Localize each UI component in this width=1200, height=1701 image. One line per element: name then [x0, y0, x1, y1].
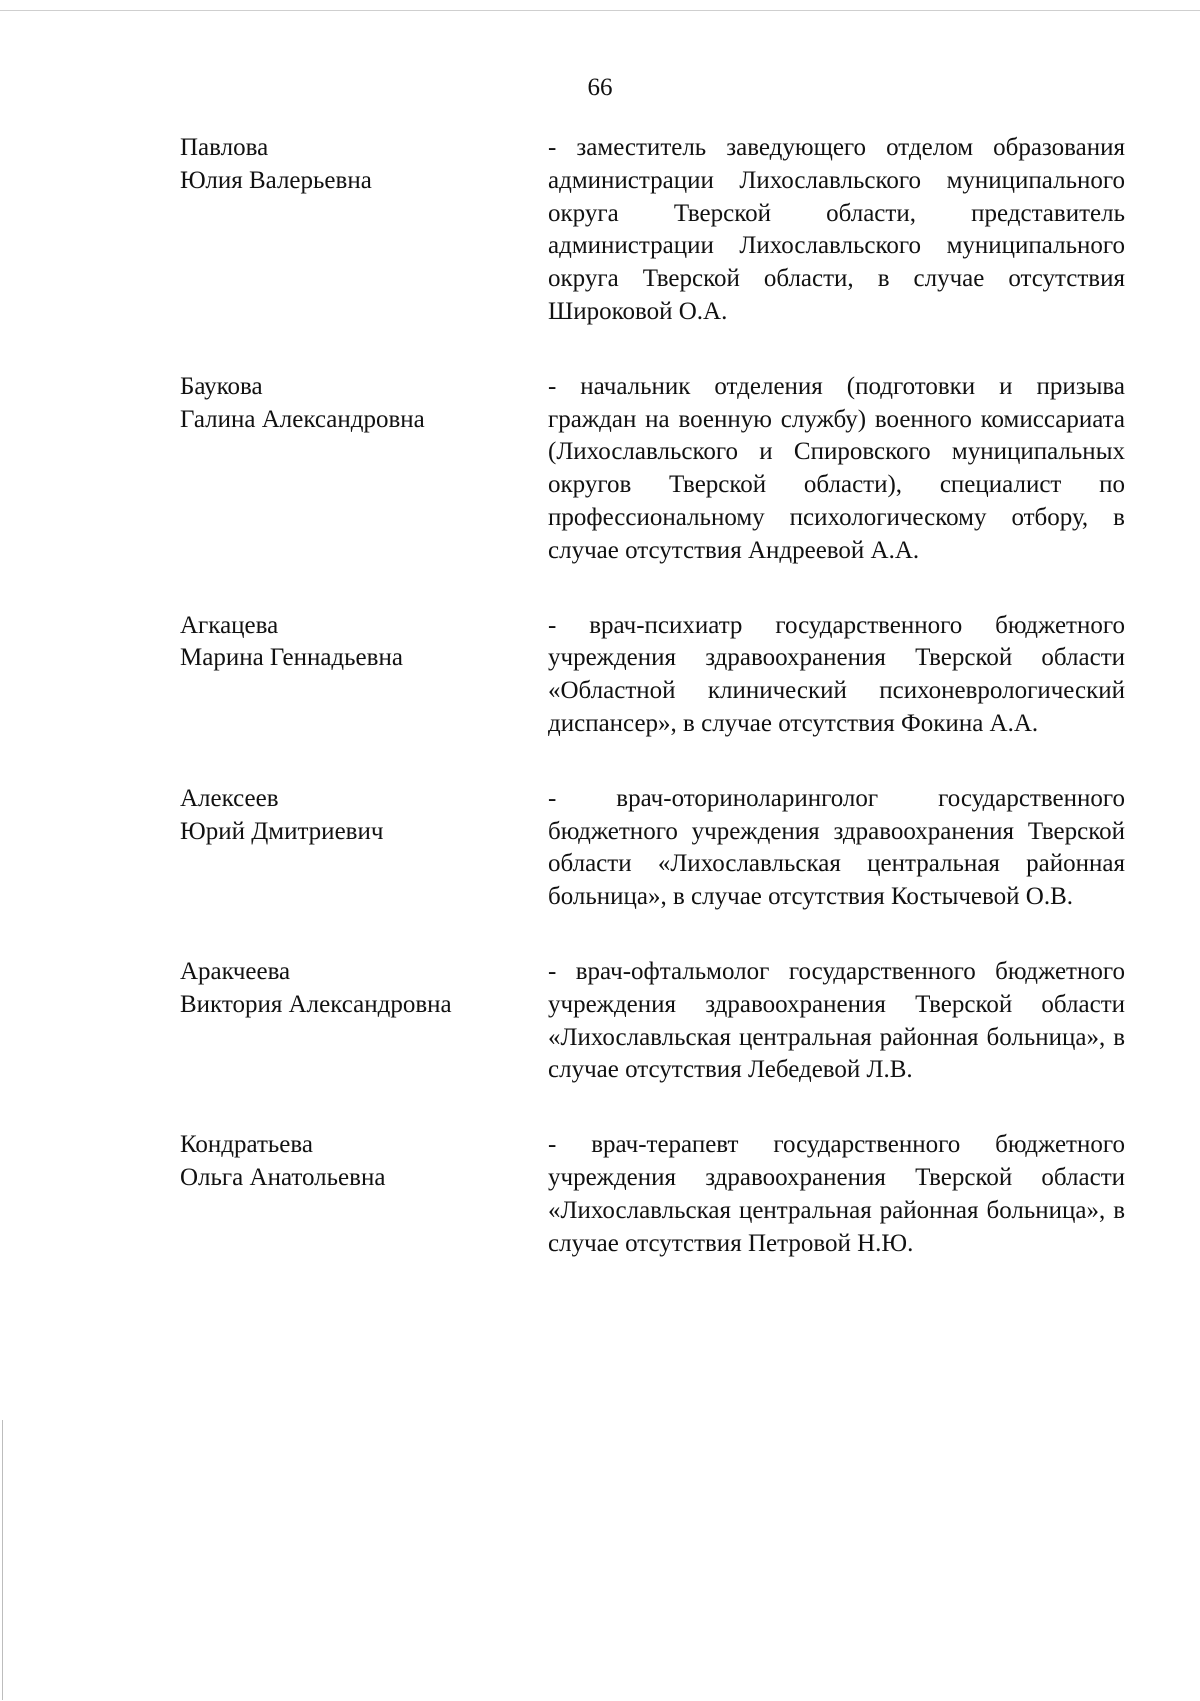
list-item — [180, 956, 1125, 1087]
person-role: - врач-психиатр государственного бюджетного учреждения здравоохранения Тверской области «Областной клинический психоневрологический диспансер», в случае отсутствия Фокина А.А. — [548, 611, 1125, 737]
list-item — [180, 1129, 1125, 1260]
person-given-names: Юлия Валерьевна — [180, 166, 372, 194]
list-item — [180, 132, 1125, 329]
person-given-names: Галина Александровна — [180, 405, 425, 433]
person-name — [180, 956, 548, 1087]
scan-top-edge — [0, 10, 1200, 11]
person-name — [180, 610, 548, 741]
person-given-names: Юрий Дмитриевич — [180, 817, 384, 845]
person-given-names: Ольга Анатольевна — [180, 1163, 386, 1191]
person-surname: Павлова — [180, 134, 269, 161]
person-name — [180, 371, 548, 568]
person-role: - врач-терапевт государственного бюджетного учреждения здравоохранения Тверской области «Лихославльская центральная районная больница», в случае отсутствия Петровой Н.Ю. — [548, 1131, 1125, 1257]
list-item — [180, 371, 1125, 568]
person-role: - врач-офтальмолог государственного бюджетного учреждения здравоохранения Тверской области «Лихославльская центральная районная больница», в случае отсутствия Лебедевой Л.В. — [548, 957, 1125, 1084]
person-surname: Агкацева — [180, 611, 279, 639]
list-item — [180, 783, 1125, 914]
person-surname: Баукова — [180, 372, 263, 400]
person-role: - начальник отделения (подготовки и призыва граждан на военную службу) военного комиссариата (Лихославльского и Спировского муниципальных округов Тверской области), специалист по профессиональному психологическому отбору, в случае отсутствия Андреевой А.А. — [548, 372, 1125, 564]
person-name — [180, 783, 548, 914]
scan-left-edge — [2, 1420, 3, 1700]
person-role: - заместитель заведующего отделом образования администрации Лихославльского муниципального округа Тверской области, представитель администрации Лихославльского муниципального округа Тверской области, в случае отсутствия Широковой О.А. — [548, 134, 1125, 325]
members-list — [180, 132, 1125, 1302]
person-surname: Кондратьева — [180, 1131, 313, 1159]
person-role: - врач-оториноларинголог государственного бюджетного учреждения здравоохранения Тверской области «Лихославльская центральная районная больница», в случае отсутствия Костычевой О.В. — [548, 784, 1125, 911]
person-name — [180, 132, 548, 329]
list-item — [180, 610, 1125, 741]
person-surname: Алексеев — [180, 784, 279, 812]
page-number: 66 — [587, 74, 613, 101]
person-surname: Аракчеева — [180, 957, 291, 985]
person-given-names: Марина Геннадьевна — [180, 644, 403, 672]
person-name — [180, 1129, 548, 1260]
person-given-names: Виктория Александровна — [180, 990, 452, 1018]
